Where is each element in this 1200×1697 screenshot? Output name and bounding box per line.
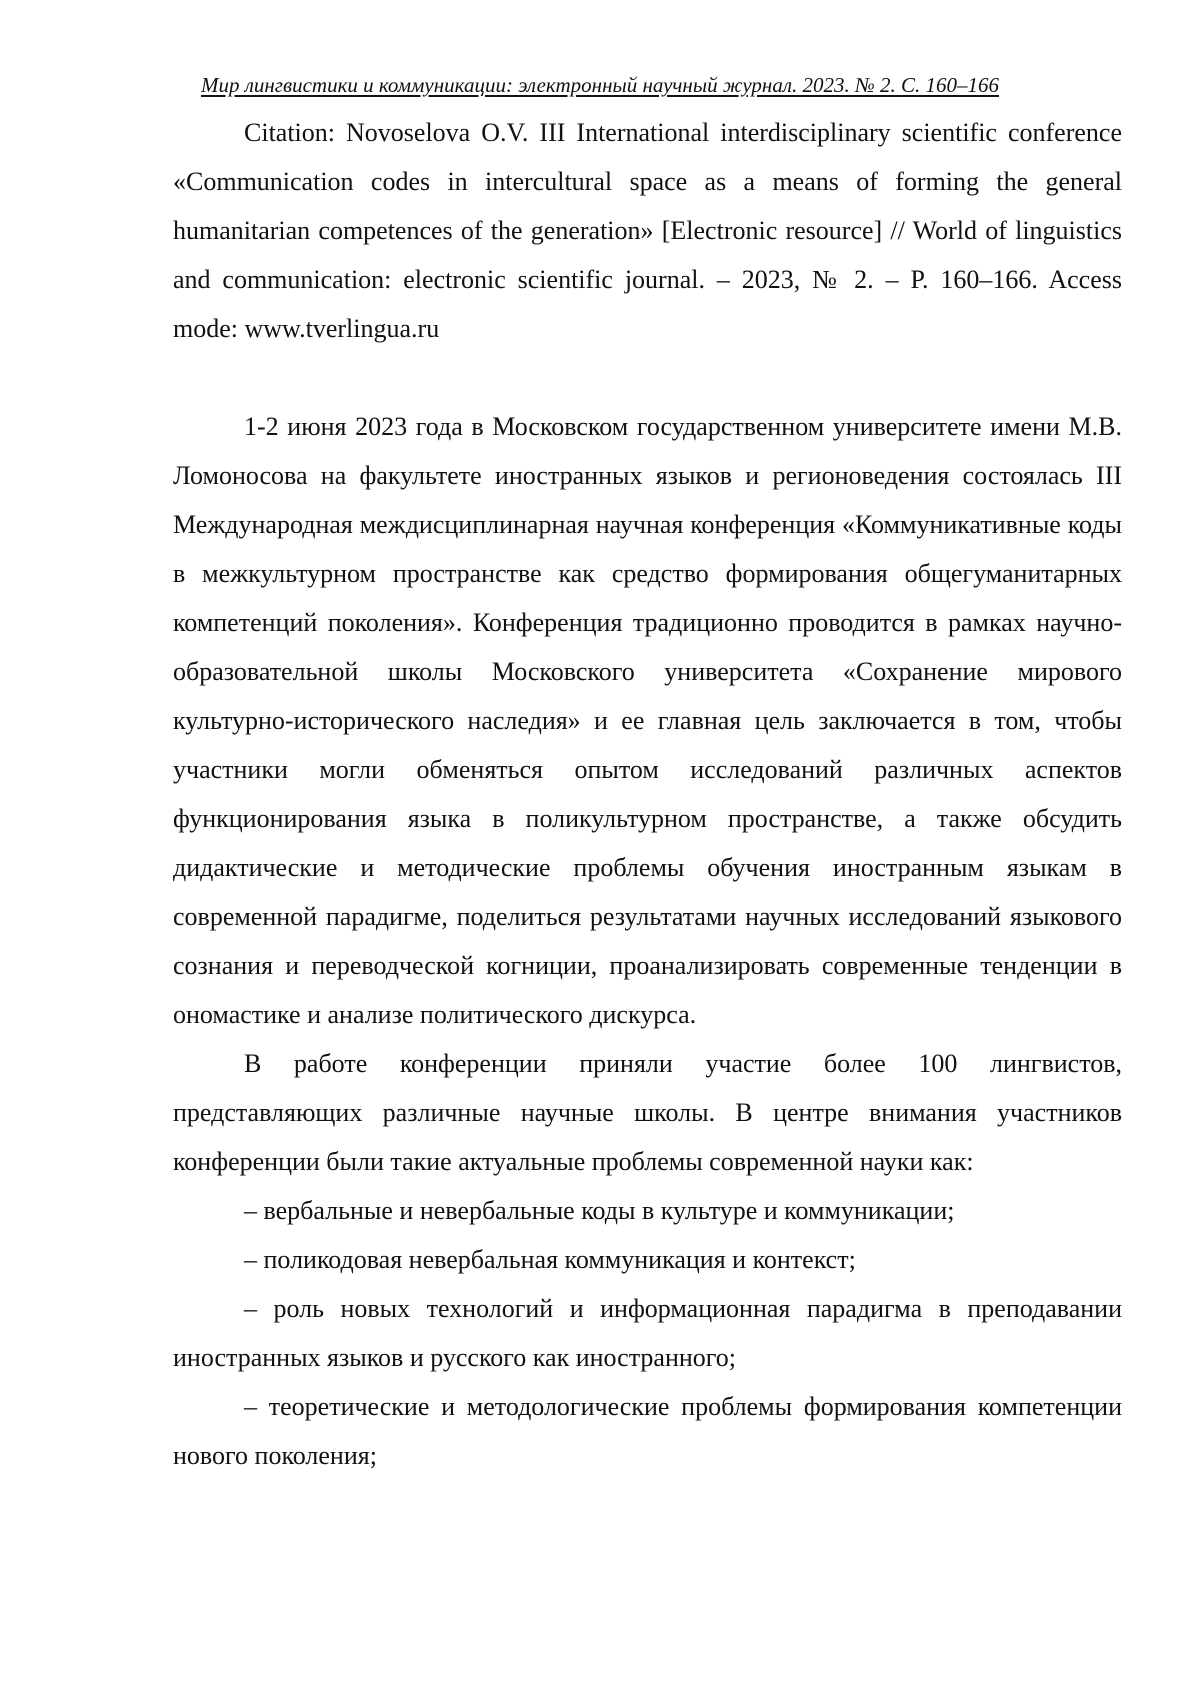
citation-block bbox=[173, 108, 1122, 353]
article-body bbox=[173, 402, 1122, 1480]
topic-list-item: – роль новых технологий и информационная парадигма в преподавании иностранных языков и русского как иностранного; bbox=[173, 1294, 1122, 1372]
topic-list-item: – вербальные и невербальные коды в культуре и коммуникации; bbox=[244, 1196, 955, 1225]
intro-paragraph: 1-2 июня 2023 года в Московском государственном университете имени М.В. Ломоносова на факультете иностранных языков и регионоведения состоялась III Международная междисциплинарная научная конференция «Коммуникативные коды в межкультурном пространстве как средство формирования общегуманитарных компетенций поколения». Конференция традиционно проводится в рамках научно-образовательной школы Московского университета «Сохранение мирового культурно-исторического наследия» и ее главная цель заключается в том, чтобы участники могли обменяться опытом исследований различных аспектов функционирования языка в поликультурном пространстве, а также обсудить дидактические и методические проблемы обучения иностранным языкам в современной парадигме, поделиться результатами научных исследований языкового сознания и переводческой когниции, проанализировать современные тенденции в ономастике и анализе политического дискурса. bbox=[173, 412, 1122, 1029]
topic-list-item: – теоретические и методологические проблемы формирования компетенции нового поколения; bbox=[173, 1392, 1122, 1470]
participants-paragraph: В работе конференции приняли участие более 100 лингвистов, представляющих различные научные школы. В центре внимания участников конференции были такие актуальные проблемы современной науки как: bbox=[173, 1049, 1122, 1176]
journal-running-header: Мир лингвистики и коммуникации: электронный научный журнал. 2023. № 2. С. 160–166 bbox=[200, 73, 1000, 97]
topic-list-item: – поликодовая невербальная коммуникация и контекст; bbox=[244, 1245, 856, 1274]
citation-paragraph: Citation: Novoselova O.V. III International interdisciplinary scientific conference «Communication codes in intercultural space as a means of forming the general humanitarian competences of the generation» [Electronic resource] // World of linguistics and communication: electronic scientific journal. – 2023, № 2. – P. 160–166. Access mode: www.tverlingua.ru bbox=[173, 118, 1122, 343]
